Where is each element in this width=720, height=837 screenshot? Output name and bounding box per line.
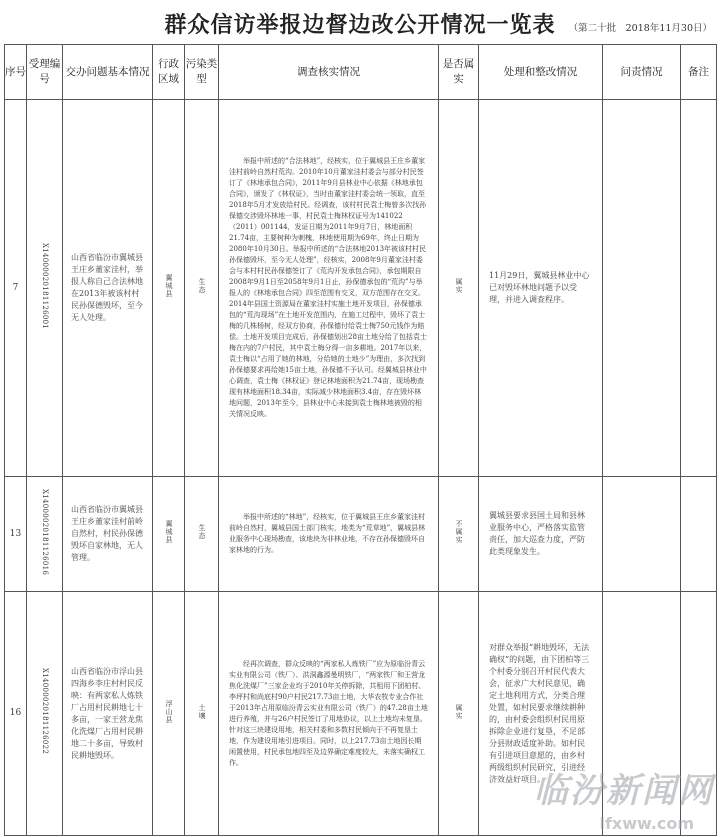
- cell-investigation: 经再次调查，群众反映的“两家私人炼铁厂”应为原临汾青云实业有限公司（铁厂）、洪洞鑫源曼明铁厂，“两家铁厂和王营龙焦化洗煤厂”三家企业均于2010年关停拆除，共租用下团柏村、李坪村和尚底村90户村民217.73亩土地，大华农牧专业合作社于2013年占用原临汾青云实业有限公司（铁厂）的47.28亩土地进行养殖，并与26户村民签订了用地协议，以上土地均未复垦。针对这三块建设用地，相关村委和多数村民倾向于不再复垦土地，作为建设用地引进项目。同时，以上217.73亩土地因长期闲置使用，村民承包地四至及边界确定难度较大，未落实确权工作。: [219, 592, 439, 836]
- header-verified: 是否属实: [439, 45, 479, 100]
- site-watermark: [454, 763, 714, 833]
- table-row: [5, 477, 717, 592]
- cell-verified: 不属实: [439, 477, 479, 592]
- cell-issue: 山西省临汾市翼城县王庄乡董家洼村前岭自然村，村民孙保德毁坏自家林地，无人管理。: [63, 477, 153, 592]
- table-row: [5, 100, 717, 477]
- cell-verified: 属实: [439, 100, 479, 477]
- cell-handling: 翼城县要求县国土局和县林业服务中心，严格落实监管责任，加大巡查力度，严防此类现象发生。: [479, 477, 603, 592]
- cell-district: 翼城县: [153, 100, 185, 477]
- page-title: 群众信访举报边督边改公开情况一览表: [164, 12, 556, 38]
- cell-pollution: 生态: [185, 100, 219, 477]
- cell-remarks: [681, 100, 717, 477]
- cell-investigation: 举报中所述的“林地”，经核实，位于翼城县王庄乡董家洼村前岭自然村，翼城县国土部门核实，地类为“荒草地”，翼城县林业服务中心现场勘查，该地块为非林业地，不存在孙保德毁坏自家林地的行为。: [219, 477, 439, 592]
- cell-investigation: 举报中所述的“合法林地”，经核实，位于翼城县王庄乡董家洼村前岭自然村荒沟。2010年10月董家洼村委会与部分村民签订了《林地承包合同》，2011年9月县林业中心依据《林地承包合同》，颁发了《林权证》，当时由董家洼村委会统一领取，直至2018年5月才发放给村民。经调查，该村村民袁士梅曾多次找孙保德交涉毁坏林地一事，村民袁士梅林权证号为141022（2011）001144，发证日期为2011年9月7日，林地面积21.74亩，主要树种为刺槐，林地使用期为69年，终止日期为2080年10月30日。举报中所述的“合法林地2013年被该村村民孙保德毁坏，至今无人处理”，经核实，2008年9月董家洼村委会与本村村民孙保德签订了《荒沟开发承包合同》，承包期限自2008年9月1日至2058年9月1日止，孙保德承包的“荒沟”与举报人的《林地承包合同》四至范围有交叉，双方范围存在交叉。2014年县国土资源局在董家洼村实施土地开发项目，孙保德承包的“荒沟现场”在土地开发范围内，在施工过程中，毁坏了袁士梅的几株杨树，经双方协商，孙保德付给袁士梅750元钱作为赔偿。土地开发项目完成后，孙保德划出28亩土地分给了包括袁士梅在内的7户村民，其中袁士梅分得一亩多耕地。2017年以来，袁士梅以“占用了她的林地，分给她的土地少”为理由，多次找到孙保德要求再给她15亩土地，孙保德不予认可。经翼城县林业中心调查，袁士梅《林权证》登记林地面积为21.74亩，现场勘查现有林地面积18.34亩，实际减少林地面积3.4亩，存在毁坏林地问题，2013年至今，县林业中心未接到袁士梅林地被毁的相关情况反映。: [219, 100, 439, 477]
- header-row: [5, 45, 717, 100]
- cell-accountability: [603, 477, 681, 592]
- watermark-url: lfxww.com: [599, 814, 694, 833]
- cell-verified: 属实: [439, 592, 479, 836]
- watermark-logo-text: 临汾新闻网: [534, 771, 714, 811]
- title-row: [0, 0, 720, 44]
- cell-code: X14000020181126022: [27, 592, 63, 836]
- cell-handling: 11月29日，翼城县林业中心已对毁坏林地问题予以受理，并进入调查程序。: [479, 100, 603, 477]
- header-handling: 处理和整改情况: [479, 45, 603, 100]
- cell-handling: 对群众举报“耕地毁坏，无法确权”的问题，由下团柏等三个村委分别召开村民代表大会，征求广大村民意见，确定土地利用方式，分类合理处置，如村民要求继续耕种的，由村委会组织村民用原拆除企业进行复垦，不足部分县财政适度补助。如村民有引进项目意愿的，由乡村两级组织村民研究，引进经济效益好项目。: [479, 592, 603, 836]
- cell-seq: 13: [5, 477, 27, 592]
- header-accountability: 问责情况: [603, 45, 681, 100]
- cell-district: 浮山县: [153, 592, 185, 836]
- cell-pollution: 生态: [185, 477, 219, 592]
- cell-seq: 7: [5, 100, 27, 477]
- cell-pollution: 土壤: [185, 592, 219, 836]
- cell-seq: 16: [5, 592, 27, 836]
- header-pollution: 污染类型: [185, 45, 219, 100]
- header-remarks: 备注: [681, 45, 717, 100]
- header-district: 行政区域: [153, 45, 185, 100]
- cell-issue: 山西省临汾市翼城县王庄乡董家洼村，举报人称自己合法林地在2013年被该村村民孙保德毁坏，至今无人处理。: [63, 100, 153, 477]
- cell-district: 翼城县: [153, 477, 185, 592]
- cell-code: X14000020181126016: [27, 477, 63, 592]
- cell-remarks: [681, 477, 717, 592]
- batch-date: （第二十批 2018年11月30日）: [568, 23, 712, 34]
- header-investigation: 调查核实情况: [219, 45, 439, 100]
- disclosure-table: [4, 44, 717, 836]
- header-seq: 序号: [5, 45, 27, 100]
- header-code: 受理编号: [27, 45, 63, 100]
- cell-accountability: [603, 100, 681, 477]
- header-issue: 交办问题基本情况: [63, 45, 153, 100]
- cell-code: X14000020181126001: [27, 100, 63, 477]
- cell-issue: 山西省临汾市浮山县四海乡李庄村村民反映：有两家私人炼铁厂占用村民耕地七十多亩，一家王营龙焦化洗煤厂占用村民耕地二十多亩，导致村民耕地毁坏。: [63, 592, 153, 836]
